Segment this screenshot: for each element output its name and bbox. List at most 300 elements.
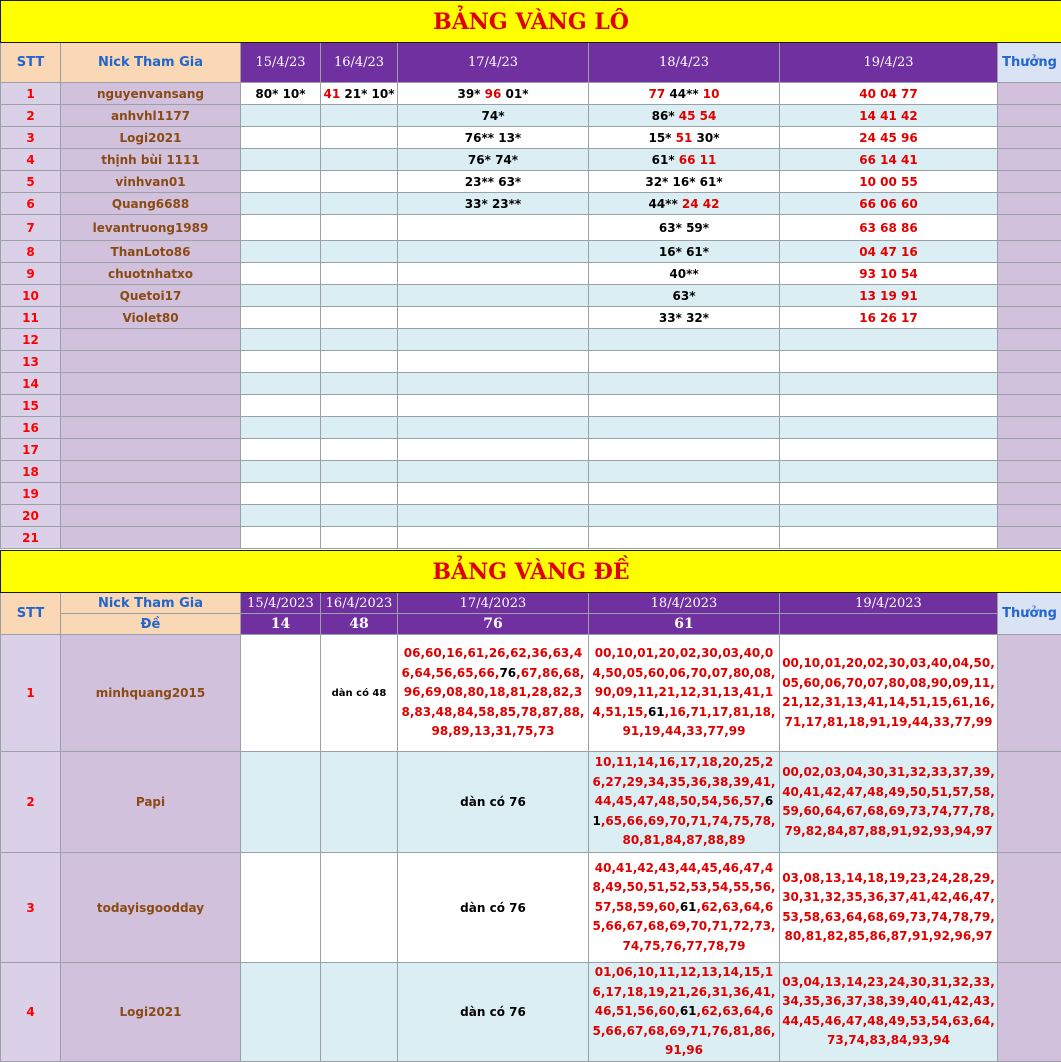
de-result: 48 bbox=[321, 614, 398, 635]
pick-cell bbox=[398, 635, 589, 752]
pick-cell bbox=[780, 483, 998, 505]
pick-cell bbox=[398, 351, 589, 373]
pick-cell bbox=[780, 527, 998, 549]
pick-cell bbox=[398, 527, 589, 549]
pick-cell bbox=[589, 263, 780, 285]
pick-cell bbox=[780, 853, 998, 963]
pick-number: 61* bbox=[652, 153, 679, 167]
pick-cell bbox=[398, 83, 589, 105]
pick-cell bbox=[321, 351, 398, 373]
pick-number: ,62,63,64,65,66,67,68,69,70,71,72,73,74,75,76,77,78,79 bbox=[593, 900, 776, 953]
row-nick bbox=[61, 439, 241, 461]
pick-cell bbox=[321, 439, 398, 461]
pick-number: 61 bbox=[648, 705, 665, 719]
pick-cell bbox=[321, 263, 398, 285]
table-row bbox=[1, 853, 1061, 963]
de-date-header: 18/4/2023 bbox=[589, 593, 780, 614]
pick-number: 23** 63* bbox=[465, 175, 521, 189]
pick-cell bbox=[780, 461, 998, 483]
row-nick: Papi bbox=[61, 752, 241, 853]
pick-cell bbox=[780, 241, 998, 263]
row-thuong bbox=[998, 752, 1061, 853]
pick-cell bbox=[321, 527, 398, 549]
pick-cell bbox=[589, 853, 780, 963]
pick-cell bbox=[589, 171, 780, 193]
pick-cell bbox=[321, 149, 398, 171]
table-row bbox=[1, 241, 1061, 263]
row-stt: 16 bbox=[1, 417, 61, 439]
lo-date-header: 16/4/23 bbox=[321, 43, 398, 83]
de-header-row bbox=[1, 593, 1061, 614]
pick-cell bbox=[241, 171, 321, 193]
pick-number: 00,10,01,20,02,30,03,40,04,50,05,60,06,70,07,80,08,90,09,11,21,12,31,13,41,14,51,15,61,16,71,17,81,18,91,19,44,33,77,99 bbox=[782, 656, 995, 729]
de-result: 76 bbox=[398, 614, 589, 635]
row-nick: todayisgoodday bbox=[61, 853, 241, 963]
pick-cell bbox=[241, 263, 321, 285]
pick-number: 14 41 42 bbox=[859, 109, 917, 123]
pick-number: 13 19 91 bbox=[859, 289, 917, 303]
row-nick bbox=[61, 373, 241, 395]
pick-cell bbox=[321, 193, 398, 215]
pick-cell bbox=[321, 461, 398, 483]
row-thuong bbox=[998, 263, 1061, 285]
pick-cell bbox=[780, 193, 998, 215]
pick-cell bbox=[589, 461, 780, 483]
pick-cell bbox=[398, 439, 589, 461]
row-thuong bbox=[998, 241, 1061, 263]
pick-number: 44** bbox=[665, 87, 703, 101]
pick-cell bbox=[780, 439, 998, 461]
pick-cell bbox=[241, 963, 321, 1062]
row-thuong bbox=[998, 373, 1061, 395]
pick-cell bbox=[589, 395, 780, 417]
pick-number: 76 bbox=[499, 666, 516, 680]
pick-cell bbox=[321, 752, 398, 853]
pick-cell bbox=[241, 127, 321, 149]
dan-label: dàn có 76 bbox=[460, 795, 526, 809]
table-row bbox=[1, 635, 1061, 752]
row-thuong bbox=[998, 285, 1061, 307]
pick-cell bbox=[398, 461, 589, 483]
table-row bbox=[1, 263, 1061, 285]
pick-cell bbox=[780, 171, 998, 193]
row-stt: 3 bbox=[1, 853, 61, 963]
row-stt: 21 bbox=[1, 527, 61, 549]
pick-cell bbox=[589, 439, 780, 461]
pick-cell bbox=[780, 752, 998, 853]
row-thuong bbox=[998, 853, 1061, 963]
pick-cell bbox=[241, 307, 321, 329]
row-stt: 6 bbox=[1, 193, 61, 215]
pick-number: 01,06,10,11,12,13,14,15,16,17,18,19,21,26,31,36,41,46,51,56,60, bbox=[593, 965, 776, 1018]
row-stt: 20 bbox=[1, 505, 61, 527]
pick-cell bbox=[589, 527, 780, 549]
pick-number: ,67,86,68,96,69,08,80,18,81,28,82,38,83,48,84,58,85,78,87,88,98,89,13,31,75,73 bbox=[402, 666, 585, 739]
pick-cell bbox=[780, 395, 998, 417]
table-row bbox=[1, 417, 1061, 439]
pick-number: 63* bbox=[673, 289, 696, 303]
pick-number: 30* bbox=[692, 131, 719, 145]
pick-cell bbox=[780, 505, 998, 527]
de-title: BẢNG VÀNG ĐỀ bbox=[1, 551, 1061, 593]
pick-number: ,16,71,17,81,18,91,19,44,33,77,99 bbox=[623, 705, 776, 739]
pick-cell bbox=[321, 417, 398, 439]
row-stt: 14 bbox=[1, 373, 61, 395]
pick-number: 06,60,16,61,26,62,36,63,46,64,56,65,66, bbox=[402, 646, 583, 680]
pick-cell bbox=[241, 351, 321, 373]
pick-number: 40** bbox=[669, 267, 698, 281]
pick-number: 10 00 55 bbox=[859, 175, 917, 189]
pick-number: 24 45 96 bbox=[859, 131, 917, 145]
de-body bbox=[1, 635, 1061, 1062]
pick-cell bbox=[321, 635, 398, 752]
row-thuong bbox=[998, 215, 1061, 241]
pick-number: 80* 10* bbox=[255, 87, 305, 101]
pick-cell bbox=[589, 307, 780, 329]
row-thuong bbox=[998, 505, 1061, 527]
table-row bbox=[1, 752, 1061, 853]
row-thuong bbox=[998, 461, 1061, 483]
row-thuong bbox=[998, 417, 1061, 439]
row-thuong bbox=[998, 83, 1061, 105]
pick-cell bbox=[321, 307, 398, 329]
pick-cell bbox=[589, 285, 780, 307]
lo-date-header: 19/4/23 bbox=[780, 43, 998, 83]
pick-number: 44** bbox=[648, 197, 681, 211]
pick-cell bbox=[398, 193, 589, 215]
table-row bbox=[1, 439, 1061, 461]
row-thuong bbox=[998, 351, 1061, 373]
pick-number: 63 68 86 bbox=[859, 221, 917, 235]
row-nick bbox=[61, 461, 241, 483]
pick-number: 33* 23** bbox=[465, 197, 521, 211]
pick-cell bbox=[398, 171, 589, 193]
pick-number: 41 bbox=[323, 87, 340, 101]
row-thuong bbox=[998, 307, 1061, 329]
row-stt: 2 bbox=[1, 105, 61, 127]
table-row bbox=[1, 351, 1061, 373]
pick-number: 76** 13* bbox=[465, 131, 521, 145]
de-nick-header: Nick Tham Gia bbox=[61, 593, 241, 614]
row-stt: 17 bbox=[1, 439, 61, 461]
pick-cell bbox=[321, 853, 398, 963]
pick-cell bbox=[780, 329, 998, 351]
pick-cell bbox=[589, 417, 780, 439]
lo-header-row bbox=[1, 43, 1061, 83]
de-result bbox=[780, 614, 998, 635]
pick-number: 10,11,14,16,17,18,20,25,26,27,29,34,35,36,38,39,41,44,45,47,48,50,54,56,57, bbox=[593, 755, 776, 808]
de-result-row bbox=[1, 614, 1061, 635]
table-row bbox=[1, 105, 1061, 127]
pick-cell bbox=[780, 127, 998, 149]
row-thuong bbox=[998, 105, 1061, 127]
row-thuong bbox=[998, 395, 1061, 417]
row-stt: 1 bbox=[1, 635, 61, 752]
pick-cell bbox=[589, 105, 780, 127]
pick-cell bbox=[241, 527, 321, 549]
pick-number: 76* 74* bbox=[468, 153, 518, 167]
pick-number: 86* bbox=[652, 109, 679, 123]
table-row bbox=[1, 307, 1061, 329]
pick-cell bbox=[589, 505, 780, 527]
table-row bbox=[1, 285, 1061, 307]
pick-cell bbox=[589, 83, 780, 105]
pick-cell bbox=[780, 635, 998, 752]
pick-number: 45 54 bbox=[679, 109, 717, 123]
pick-cell bbox=[398, 149, 589, 171]
table-row bbox=[1, 171, 1061, 193]
row-stt: 2 bbox=[1, 752, 61, 853]
table-row bbox=[1, 329, 1061, 351]
pick-cell bbox=[780, 263, 998, 285]
lo-nick-header: Nick Tham Gia bbox=[61, 43, 241, 83]
de-date-header: 16/4/2023 bbox=[321, 593, 398, 614]
table-row bbox=[1, 395, 1061, 417]
pick-cell bbox=[241, 395, 321, 417]
row-nick bbox=[61, 483, 241, 505]
table-row bbox=[1, 461, 1061, 483]
row-nick: Logi2021 bbox=[61, 127, 241, 149]
row-thuong bbox=[998, 193, 1061, 215]
row-nick bbox=[61, 505, 241, 527]
pick-number: 40,41,42,43,44,45,46,47,48,49,50,51,52,53,54,55,56,57,58,59,60, bbox=[593, 861, 776, 914]
row-nick: chuotnhatxo bbox=[61, 263, 241, 285]
de-result: 14 bbox=[241, 614, 321, 635]
pick-cell bbox=[398, 307, 589, 329]
pick-cell bbox=[589, 635, 780, 752]
lo-thuong-header: Thưởng bbox=[998, 43, 1061, 83]
pick-cell bbox=[241, 635, 321, 752]
lo-body bbox=[1, 83, 1061, 549]
row-stt: 15 bbox=[1, 395, 61, 417]
row-stt: 12 bbox=[1, 329, 61, 351]
pick-cell bbox=[241, 105, 321, 127]
table-row bbox=[1, 527, 1061, 549]
pick-cell bbox=[321, 373, 398, 395]
pick-cell bbox=[321, 329, 398, 351]
pick-cell bbox=[780, 149, 998, 171]
pick-cell bbox=[321, 285, 398, 307]
pick-cell bbox=[589, 483, 780, 505]
pick-number: 93 10 54 bbox=[859, 267, 917, 281]
pick-number: 66 11 bbox=[679, 153, 717, 167]
table-row bbox=[1, 149, 1061, 171]
pick-cell bbox=[321, 963, 398, 1062]
row-nick: Logi2021 bbox=[61, 963, 241, 1062]
pick-cell bbox=[780, 417, 998, 439]
pick-cell bbox=[241, 285, 321, 307]
pick-number: 03,08,13,14,18,19,23,24,28,29,30,31,32,35,36,37,41,42,46,47,53,58,63,64,68,69,73,74,78,79,80,81,82,85,86,87,91,92,96,97 bbox=[782, 871, 995, 944]
pick-cell bbox=[780, 963, 998, 1062]
pick-number: 00,02,03,04,30,31,32,33,37,39,40,41,42,47,48,49,50,51,57,58,59,60,64,67,68,69,73,74,77,78,79,82,84,87,88,91,92,93,94,97 bbox=[782, 765, 995, 838]
table-row bbox=[1, 373, 1061, 395]
pick-cell bbox=[398, 127, 589, 149]
row-stt: 18 bbox=[1, 461, 61, 483]
de-label: Đề bbox=[61, 614, 241, 635]
row-nick: Quang6688 bbox=[61, 193, 241, 215]
table-row bbox=[1, 83, 1061, 105]
pick-cell bbox=[321, 83, 398, 105]
pick-number: 00,10,01,20,02,30,03,40,04,50,05,60,06,70,07,80,08,90,09,11,21,12,31,13,41,14,51,15, bbox=[593, 646, 776, 719]
pick-cell bbox=[398, 329, 589, 351]
row-nick: anhvhl1177 bbox=[61, 105, 241, 127]
pick-cell bbox=[398, 505, 589, 527]
pick-number: 66 06 60 bbox=[859, 197, 917, 211]
pick-cell bbox=[241, 83, 321, 105]
pick-cell bbox=[398, 263, 589, 285]
pick-number: 03,04,13,14,23,24,30,31,32,33,34,35,36,37,38,39,40,41,42,43,44,45,46,47,48,49,53,54,63,64,73,74,83,84,93,94 bbox=[782, 975, 995, 1048]
pick-cell bbox=[321, 105, 398, 127]
lo-stt-header: STT bbox=[1, 43, 61, 83]
de-date-header: 19/4/2023 bbox=[780, 593, 998, 614]
row-stt: 11 bbox=[1, 307, 61, 329]
pick-number: 66 14 41 bbox=[859, 153, 917, 167]
pick-cell bbox=[589, 149, 780, 171]
row-nick bbox=[61, 329, 241, 351]
pick-cell bbox=[780, 285, 998, 307]
row-nick bbox=[61, 351, 241, 373]
pick-cell bbox=[321, 127, 398, 149]
pick-cell bbox=[780, 351, 998, 373]
dan-label: dàn có 48 bbox=[332, 688, 387, 699]
pick-cell bbox=[780, 105, 998, 127]
pick-cell bbox=[398, 373, 589, 395]
lo-title: BẢNG VÀNG LÔ bbox=[1, 1, 1061, 43]
table-row bbox=[1, 215, 1061, 241]
pick-cell bbox=[241, 241, 321, 263]
row-stt: 4 bbox=[1, 149, 61, 171]
pick-number: 63* 59* bbox=[659, 221, 709, 235]
row-stt: 9 bbox=[1, 263, 61, 285]
table-row bbox=[1, 483, 1061, 505]
pick-cell bbox=[241, 373, 321, 395]
pick-number: 39* bbox=[457, 87, 484, 101]
pick-cell bbox=[589, 241, 780, 263]
pick-cell bbox=[589, 329, 780, 351]
row-nick bbox=[61, 527, 241, 549]
pick-cell bbox=[241, 193, 321, 215]
pick-number: 10 bbox=[703, 87, 720, 101]
row-nick: levantruong1989 bbox=[61, 215, 241, 241]
pick-number: 33* 32* bbox=[659, 311, 709, 325]
pick-cell bbox=[321, 483, 398, 505]
row-stt: 10 bbox=[1, 285, 61, 307]
pick-cell bbox=[398, 417, 589, 439]
pick-cell bbox=[589, 373, 780, 395]
pick-cell bbox=[589, 215, 780, 241]
pick-cell bbox=[241, 215, 321, 241]
de-date-header: 15/4/2023 bbox=[241, 593, 321, 614]
row-thuong bbox=[998, 171, 1061, 193]
pick-number: 21* 10* bbox=[340, 87, 394, 101]
pick-cell bbox=[398, 752, 589, 853]
row-stt: 13 bbox=[1, 351, 61, 373]
pick-cell bbox=[398, 395, 589, 417]
row-thuong bbox=[998, 127, 1061, 149]
row-nick bbox=[61, 395, 241, 417]
row-thuong bbox=[998, 483, 1061, 505]
row-stt: 19 bbox=[1, 483, 61, 505]
pick-cell bbox=[398, 853, 589, 963]
pick-cell bbox=[398, 483, 589, 505]
de-date-header: 17/4/2023 bbox=[398, 593, 589, 614]
pick-cell bbox=[589, 752, 780, 853]
pick-cell bbox=[398, 241, 589, 263]
pick-number: 51 bbox=[676, 131, 693, 145]
pick-number: 01* bbox=[501, 87, 528, 101]
lo-date-header: 18/4/23 bbox=[589, 43, 780, 83]
de-stt-header: STT bbox=[1, 593, 61, 635]
pick-number: 40 04 77 bbox=[859, 87, 917, 101]
row-thuong bbox=[998, 149, 1061, 171]
pick-cell bbox=[398, 105, 589, 127]
pick-number: 04 47 16 bbox=[859, 245, 917, 259]
row-stt: 3 bbox=[1, 127, 61, 149]
pick-number: 61 bbox=[680, 900, 697, 914]
table-row bbox=[1, 963, 1061, 1062]
pick-cell bbox=[241, 483, 321, 505]
pick-cell bbox=[241, 417, 321, 439]
row-stt: 1 bbox=[1, 83, 61, 105]
pick-cell bbox=[241, 149, 321, 171]
pick-cell bbox=[321, 505, 398, 527]
table-row bbox=[1, 193, 1061, 215]
table-row bbox=[1, 127, 1061, 149]
pick-number: 15* bbox=[648, 131, 675, 145]
pick-cell bbox=[780, 215, 998, 241]
pick-number: 16 26 17 bbox=[859, 311, 917, 325]
row-stt: 4 bbox=[1, 963, 61, 1062]
pick-cell bbox=[321, 241, 398, 263]
row-nick: ThanLoto86 bbox=[61, 241, 241, 263]
pick-number: ,62,63,64,65,66,67,68,69,71,76,81,86,91,96 bbox=[593, 1004, 776, 1057]
pick-cell bbox=[780, 373, 998, 395]
pick-cell bbox=[321, 215, 398, 241]
pick-cell bbox=[780, 307, 998, 329]
pick-number: 96 bbox=[485, 87, 502, 101]
row-nick bbox=[61, 417, 241, 439]
table-row bbox=[1, 505, 1061, 527]
pick-number: 74* bbox=[482, 109, 505, 123]
row-thuong bbox=[998, 527, 1061, 549]
lo-date-header: 15/4/23 bbox=[241, 43, 321, 83]
pick-number: 24 42 bbox=[682, 197, 720, 211]
pick-number: ,65,66,69,70,71,74,75,78,80,81,84,87,88,89 bbox=[601, 814, 776, 848]
pick-cell bbox=[321, 395, 398, 417]
row-nick: Violet80 bbox=[61, 307, 241, 329]
pick-cell bbox=[241, 461, 321, 483]
pick-cell bbox=[241, 752, 321, 853]
row-thuong bbox=[998, 439, 1061, 461]
pick-cell bbox=[589, 963, 780, 1062]
pick-number: 77 bbox=[648, 87, 665, 101]
dan-label: dàn có 76 bbox=[460, 1005, 526, 1019]
row-nick: nguyenvansang bbox=[61, 83, 241, 105]
pick-cell bbox=[589, 351, 780, 373]
pick-cell bbox=[589, 127, 780, 149]
de-table bbox=[0, 550, 1061, 1062]
row-nick: minhquang2015 bbox=[61, 635, 241, 752]
pick-number: 16* 61* bbox=[659, 245, 709, 259]
row-nick: Quetoi17 bbox=[61, 285, 241, 307]
pick-number: 61 bbox=[680, 1004, 697, 1018]
row-thuong bbox=[998, 963, 1061, 1062]
row-nick: thịnh bùi 1111 bbox=[61, 149, 241, 171]
pick-cell bbox=[589, 193, 780, 215]
row-stt: 8 bbox=[1, 241, 61, 263]
row-thuong bbox=[998, 329, 1061, 351]
pick-cell bbox=[398, 215, 589, 241]
